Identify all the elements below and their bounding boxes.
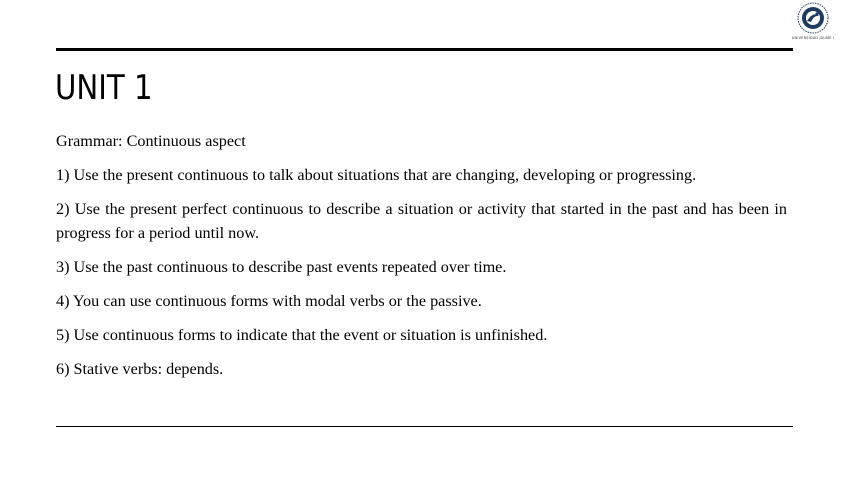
bottom-divider [56,426,793,427]
grammar-point: 6) Stative verbs: depends. [56,360,224,378]
grammar-point: 4) You can use continuous forms with modal verbs or the passive. [56,292,482,310]
slide-subtitle: Grammar: Continuous aspect [56,132,246,150]
grammar-point: 3) Use the past continuous to describe past events repeated over time. [56,258,507,276]
grammar-point: 5) Use continuous forms to indicate that the event or situation is unfinished. [56,326,548,344]
university-logo-text: UNIVERSIDAD JAUME I [791,36,835,40]
slide-content [56,129,787,391]
top-divider [56,48,793,51]
grammar-point: 2) Use the present perfect continuous to describe a situation or activity that started in the past and has been in progress for a period until now. [56,200,787,242]
university-seal-icon [797,2,829,34]
grammar-point: 1) Use the present continuous to talk about situations that are changing, developing or progressing. [56,166,697,184]
university-logo [790,2,836,46]
slide-title: UNIT 1 [55,68,153,108]
